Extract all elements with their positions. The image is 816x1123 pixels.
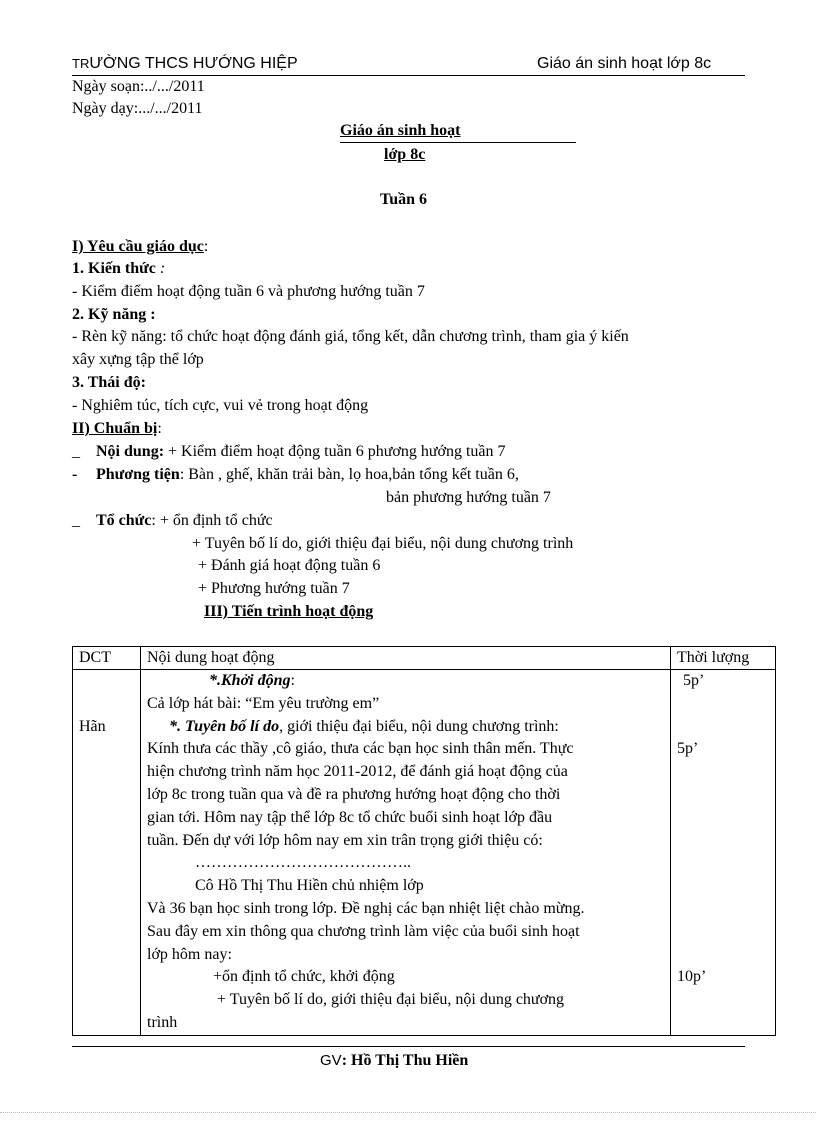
table-row [73, 670, 776, 1036]
reason-line [147, 716, 664, 739]
table-header-row [73, 647, 776, 670]
title-line2: lớp 8c [384, 146, 426, 163]
means-text-1: : Bàn , ghế, khăn trải bàn, lọ hoa,bản tổng kết tuần 6, [179, 466, 519, 483]
knowledge-colon: : [155, 260, 166, 277]
content-line [96, 443, 506, 461]
skills-text-1: - Rèn kỹ năng: tổ chức hoạt động đánh giá, tổng kết, dẫn chương trình, tham gia ý kiến [72, 328, 629, 345]
header-cell-dct: DCT [73, 647, 141, 670]
section1-heading-colon: : [203, 238, 209, 255]
header-doc-type: Giáo án sinh hoạt lớp 8c [537, 55, 712, 72]
speech-line-3: lớp 8c trong tuần qua và đề ra phương hướng hoạt động cho thời [147, 785, 561, 803]
content-label: Nội dung: [96, 443, 165, 460]
title-line1 [340, 122, 576, 143]
song-line: Cả lớp hát bài: “Em yêu trường em” [147, 694, 380, 712]
org-label: Tổ chức [96, 512, 152, 529]
cell-duration [671, 670, 776, 1036]
cell-content [141, 670, 671, 1036]
header-school-prefix: TR [72, 56, 90, 71]
means-label: Phương tiện [96, 466, 180, 483]
warmup-line [147, 670, 664, 693]
title-week: Tuần 6 [380, 191, 427, 208]
program-line-2: + Tuyên bố lí do, giới thiệu đại biểu, nội dung chương [217, 991, 565, 1009]
speech-line-1: Kính thưa các thầy ,cô giáo, thưa các bạn học sinh thân mến. Thực [147, 740, 574, 758]
header-school-name: ƯỜNG THCS HƯỚNG HIỆP [89, 55, 298, 72]
header-cell-content: Nội dung hoạt động [141, 647, 671, 670]
means-line [96, 466, 519, 484]
content-bullet: _ [72, 443, 80, 460]
means-text-2: bản phương hướng tuần 7 [386, 489, 551, 506]
warmup-colon: : [290, 672, 295, 689]
section2-heading [72, 420, 162, 438]
footer-rule [72, 1046, 745, 1047]
section2-heading-text: II) Chuẩn bị [72, 420, 158, 437]
org-item-1: + Tuyên bố lí do, giới thiệu đại biểu, nội dung chương trình [192, 535, 574, 552]
attitude-text: - Nghiêm túc, tích cực, vui vẻ trong hoạt động [72, 397, 369, 414]
attitude-label: 3. Thái độ: [72, 374, 146, 391]
speech-line-2: hiện chương trình năm học 2011-2012, để đánh giá hoạt động của [147, 763, 568, 781]
org-line [96, 512, 273, 530]
footer-signature [320, 1052, 468, 1070]
means-bullet: - [72, 466, 78, 483]
org-bullet: _ [72, 512, 80, 529]
warmup-label: *.Khởi động [209, 672, 291, 689]
duration-1: 5p’ [683, 672, 705, 689]
program-line-1: +ổn định tổ chức, khởi động [213, 968, 395, 986]
title-text-1: Giáo án sinh hoạt [340, 122, 461, 139]
speech-line-4: gian tới. Hôm nay tập thể lớp 8c tổ chức buổi sinh hoạt lớp đầu [147, 808, 553, 826]
speech-line-5: tuần. Đến dự với lớp hôm nay em xin trân trọng giới thiệu có: [147, 831, 543, 849]
speech2-line-3: lớp hôm nay: [147, 945, 232, 963]
footer-name: : Hồ Thị Thu Hiền [341, 1052, 469, 1069]
reason-label: *. Tuyên bố lí do [169, 717, 280, 735]
date-taught: Ngày dạy:.../.../2011 [72, 100, 203, 117]
date-prepared: Ngày soạn:../.../2011 [72, 78, 205, 95]
section1-heading [72, 238, 208, 256]
header-school [72, 55, 298, 73]
knowledge-heading [72, 260, 165, 278]
section2-heading-colon: : [157, 420, 162, 437]
person-name: Hãn [79, 717, 106, 735]
header-rule [72, 75, 745, 76]
duration-2: 5p’ [677, 740, 699, 758]
duration-3: 10p’ [677, 968, 707, 986]
program-line-2b: trình [147, 1013, 178, 1031]
speech2-line-2: Sau đây em xin thông qua chương trình làm việc của buổi sinh hoạt [147, 922, 580, 940]
dots-line: ………………………………….. [195, 854, 411, 872]
reason-rest: , giới thiệu đại biểu, nội dung chương trình: [279, 717, 559, 735]
speech2-line-1: Và 36 bạn học sinh trong lớp. Đề nghị các bạn nhiệt liệt chào mừng. [147, 899, 585, 917]
section3-heading: III) Tiến trình hoạt động [204, 603, 374, 620]
knowledge-text: - Kiểm điểm hoạt động tuần 6 và phương hướng tuần 7 [72, 283, 425, 300]
header-cell-duration: Thời lượng [671, 647, 776, 670]
cell-person [73, 670, 141, 1036]
skills-text-2: xây xựng tập thể lớp [72, 351, 204, 368]
content-text: + Kiểm điểm hoạt động tuần 6 phương hướng tuần 7 [164, 443, 506, 460]
activity-table [72, 646, 776, 1036]
teacher-intro: Cô Hồ Thị Thu Hiền chủ nhiệm lớp [195, 877, 424, 895]
page-edge-dots [0, 1112, 816, 1113]
org-text: : + ổn định tổ chức [151, 512, 273, 529]
org-item-3: + Phương hướng tuần 7 [198, 580, 350, 597]
knowledge-label: 1. Kiến thức [72, 260, 156, 277]
org-item-2: + Đánh giá hoạt động tuần 6 [198, 557, 381, 574]
skills-label: 2. Kỹ năng : [72, 306, 156, 323]
section1-heading-text: I) Yêu cầu giáo dục [72, 238, 204, 255]
footer-prefix: GV [320, 1052, 342, 1069]
